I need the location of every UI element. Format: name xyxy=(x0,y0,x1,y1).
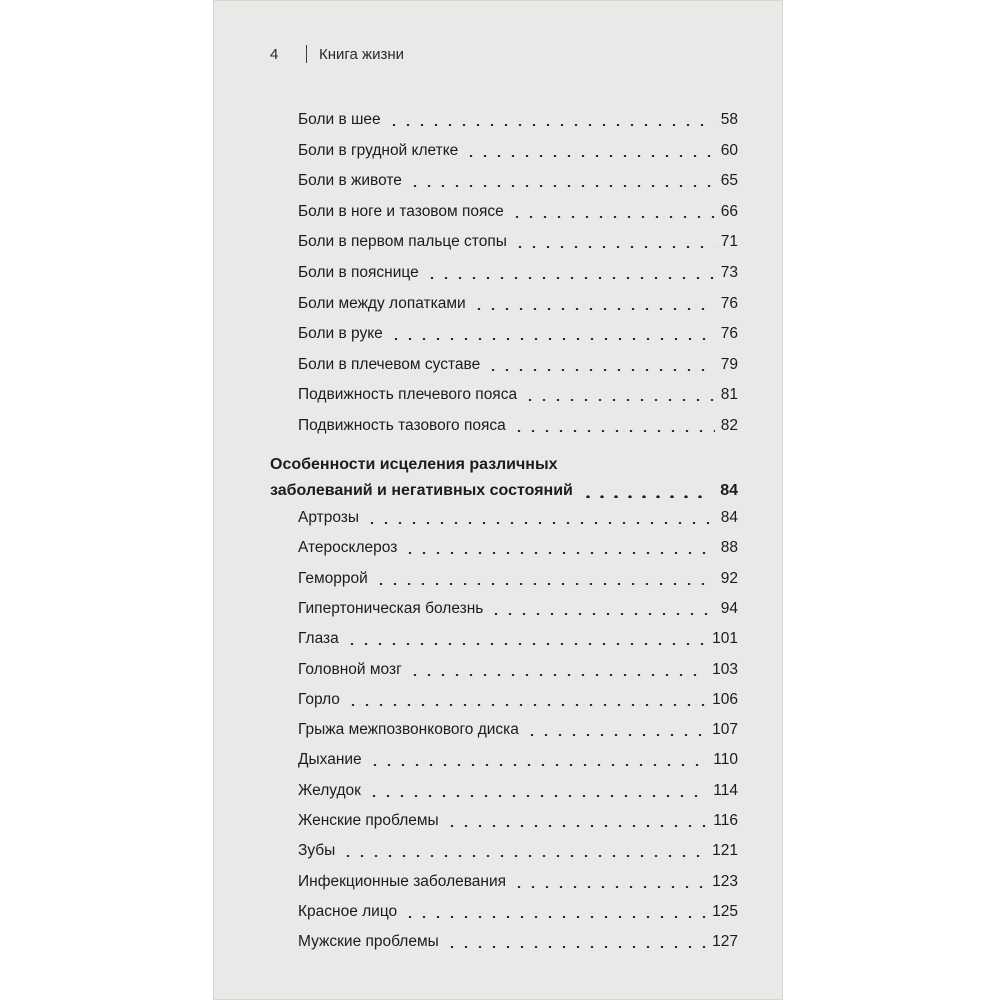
toc-entry-label: Грыжа межпозвонкового диска xyxy=(298,721,519,739)
toc-entry-label: Женские проблемы xyxy=(298,812,439,829)
toc-entry-label: Боли между лопатками xyxy=(298,294,466,312)
dot-leader xyxy=(525,734,706,736)
dot-leader xyxy=(486,369,715,371)
toc-entry xyxy=(298,892,738,922)
dot-leader xyxy=(403,916,706,918)
toc-entry-page-number: 127 xyxy=(712,933,738,951)
dot-leader xyxy=(513,246,715,248)
toc-entry-page-number: 66 xyxy=(720,202,738,220)
toc-entry-page-number: 110 xyxy=(713,751,738,769)
dot-leader xyxy=(464,155,714,157)
dot-leader xyxy=(408,674,706,676)
toc-entry xyxy=(298,801,738,831)
toc-entry xyxy=(298,284,738,314)
toc-entry xyxy=(298,831,738,861)
toc-entry-page-number: 76 xyxy=(720,325,738,343)
toc-entry-label: Горло xyxy=(298,690,340,708)
toc-entry-page-number: 125 xyxy=(712,902,738,920)
toc-entry xyxy=(298,314,738,344)
toc-entry-page-number: 107 xyxy=(712,721,738,739)
toc-entry-page-number: 81 xyxy=(720,386,738,404)
dot-leader xyxy=(368,764,708,766)
toc-entry-page-number: 58 xyxy=(720,111,738,128)
toc-entry xyxy=(298,528,738,558)
toc-entry-label: Боли в ноге и тазовом поясе xyxy=(298,202,504,220)
section-title-line1: Особенности исцеления различных xyxy=(270,456,558,473)
toc-entry-page-number: 116 xyxy=(713,812,738,829)
toc-entry-page-number: 121 xyxy=(712,842,738,860)
toc-entry-label: Боли в грудной клетке xyxy=(298,141,459,159)
section-page-number: 84 xyxy=(720,482,738,499)
dot-leader xyxy=(512,430,715,432)
toc-section-heading xyxy=(270,452,738,504)
dot-leader xyxy=(387,124,715,126)
toc-entry-label: Зубы xyxy=(298,842,336,860)
toc-entry xyxy=(298,100,738,130)
toc-entry-label: Геморрой xyxy=(298,569,368,587)
toc-entry-label: Боли в животе xyxy=(298,172,402,190)
toc-entry-page-number: 73 xyxy=(720,264,738,281)
toc-entry xyxy=(298,498,738,528)
dot-leader xyxy=(425,277,715,279)
running-head xyxy=(270,42,404,66)
toc-entry-label: Гипертоническая болезнь xyxy=(298,599,484,617)
toc-entry-label: Артрозы xyxy=(298,509,360,526)
dot-leader xyxy=(365,522,715,524)
dot-leader xyxy=(523,399,715,401)
toc-entry-page-number: 94 xyxy=(720,599,738,617)
toc-entry xyxy=(298,131,738,161)
toc-entry xyxy=(298,710,738,740)
toc-entry xyxy=(298,862,738,892)
toc-entry-page-number: 123 xyxy=(712,872,738,890)
toc-entry-page-number: 60 xyxy=(720,141,738,159)
toc-entry-page-number: 88 xyxy=(720,539,738,557)
dot-leader xyxy=(403,552,714,554)
toc-entry-label: Желудок xyxy=(298,781,361,799)
toc-entry-label: Боли в первом пальце стопы xyxy=(298,233,507,251)
toc-entry xyxy=(298,771,738,801)
dot-leader xyxy=(445,825,708,827)
toc-entry xyxy=(298,375,738,405)
toc-entry xyxy=(298,619,738,649)
toc-entry-label: Головной мозг xyxy=(298,660,402,678)
toc-entry-page-number: 79 xyxy=(720,355,738,373)
toc-entry-label: Инфекционные заболевания xyxy=(298,872,507,890)
toc-entry-label: Красное лицо xyxy=(298,902,398,920)
dot-leader xyxy=(346,704,706,706)
toc-entry xyxy=(298,253,738,283)
toc-entry-page-number: 84 xyxy=(720,509,738,526)
toc-entry-page-number: 65 xyxy=(720,172,738,190)
toc-entry-page-number: 103 xyxy=(712,660,738,678)
toc-entry-label: Глаза xyxy=(298,630,339,648)
toc-entry-label: Подвижность плечевого пояса xyxy=(298,386,518,404)
section-title-line2: заболеваний и негативных состояний xyxy=(270,482,573,499)
dot-leader xyxy=(408,185,715,187)
toc-entry-label: Боли в руке xyxy=(298,325,383,343)
dot-leader xyxy=(345,643,706,645)
dot-leader xyxy=(341,855,706,857)
toc-entry xyxy=(298,559,738,589)
toc-entry-page-number: 92 xyxy=(720,569,738,587)
page-number: 4 xyxy=(270,45,279,63)
toc-entry-label: Подвижность тазового пояса xyxy=(298,417,506,434)
toc-entry-label: Боли в шее xyxy=(298,111,381,128)
toc-entry-page-number: 82 xyxy=(720,417,738,434)
toc-entry-page-number: 76 xyxy=(720,294,738,312)
toc-entry-label: Боли в плечевом суставе xyxy=(298,355,481,373)
toc-entry-page-number: 114 xyxy=(713,781,738,799)
toc-entry xyxy=(298,589,738,619)
dot-leader xyxy=(367,795,707,797)
toc-entry-page-number: 71 xyxy=(720,233,738,251)
dot-leader xyxy=(445,946,706,948)
toc-entry xyxy=(298,161,738,191)
toc-entry xyxy=(298,650,738,680)
toc-entry xyxy=(298,192,738,222)
toc-entry xyxy=(298,222,738,252)
toc-entry-page-number: 106 xyxy=(712,690,738,708)
dot-leader xyxy=(472,308,715,310)
toc-entry-label: Мужские проблемы xyxy=(298,933,439,951)
dot-leader xyxy=(489,613,714,615)
dot-leader xyxy=(374,583,715,585)
toc-entry xyxy=(298,345,738,375)
book-title: Книга жизни xyxy=(319,45,405,63)
toc-entry-label: Боли в пояснице xyxy=(298,264,419,281)
dot-leader xyxy=(389,338,715,340)
toc-entry-page-number: 101 xyxy=(712,630,738,648)
toc-entry xyxy=(298,922,738,952)
header-divider xyxy=(306,45,307,63)
toc-entry-label: Дыхание xyxy=(298,751,362,769)
toc-entry xyxy=(298,680,738,710)
toc-entry xyxy=(298,740,738,770)
dot-leader xyxy=(510,216,715,218)
dot-leader xyxy=(512,886,706,888)
toc-entry-label: Атеросклероз xyxy=(298,539,398,557)
toc-entry xyxy=(298,406,738,436)
